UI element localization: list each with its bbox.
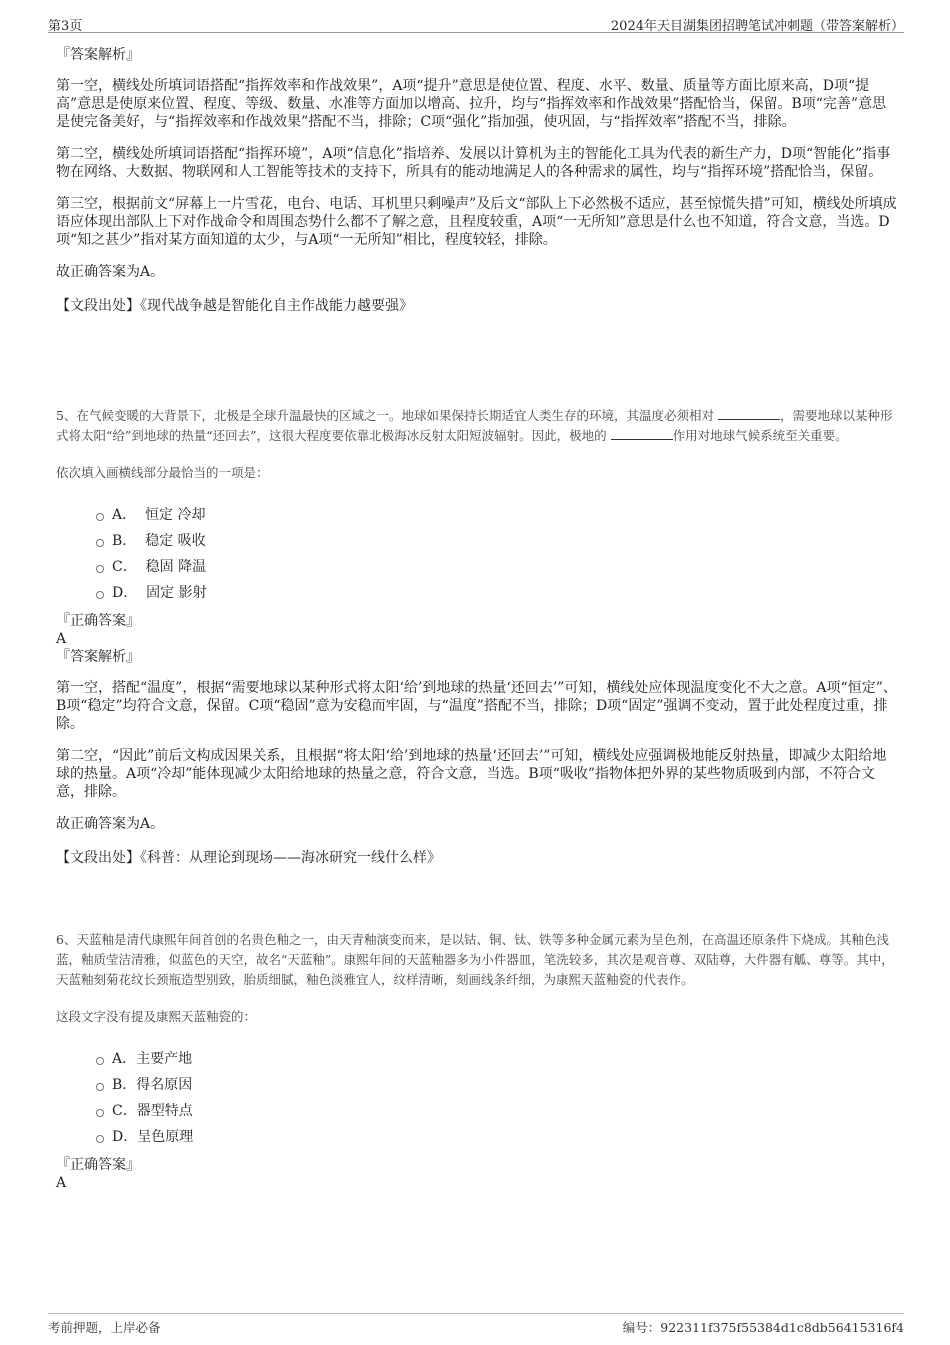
option-d[interactable]: D． 固定 影射 bbox=[96, 580, 898, 606]
option-b[interactable]: B． 稳定 吸收 bbox=[96, 528, 898, 554]
option-d[interactable]: D． 呈色原理 bbox=[96, 1124, 898, 1150]
correct-answer: A bbox=[56, 631, 67, 647]
analysis-label: 『答案解析』 bbox=[56, 47, 140, 63]
radio-icon[interactable] bbox=[96, 565, 104, 573]
page-content bbox=[56, 46, 898, 1191]
question-prompt: 依次填入画横线部分最恰当的一项是： bbox=[56, 465, 269, 480]
question-stem: 5、在气候变暖的大背景下，北极是全球升温最快的区域之一。地球如果保持长期适宜人类生存的环境，其温度必须相对 ，需要地球以某种形式将太阳“给”到地球的热量“还回去”，这很大程度要依靠北极海冰反射太阳短波辐射。因此，极地的 作用对地球气候系统至关重要。 bbox=[56, 408, 893, 443]
option-list bbox=[56, 502, 898, 606]
radio-icon[interactable] bbox=[96, 1135, 104, 1143]
analysis-paragraph: 第二空，“因此”前后文构成因果关系，且根据“将太阳‘给’到地球的热量‘还回去’”可知，横线处应强调极地能反射热量，即减少太阳给地球的热量。A项“冷却”能体现减少太阳给地球的热量之意，符合文意，当选。B项“吸收”指物体把外界的某些物质吸到内部，不符合文意，排除。 bbox=[56, 748, 887, 800]
document-title: 2024年天目湖集团招聘笔试冲刺题（带答案解析） bbox=[610, 19, 904, 34]
source-citation: 【文段出处】《科普：从理论到现场——海冰研究一线什么样》 bbox=[56, 850, 441, 866]
radio-icon[interactable] bbox=[96, 591, 104, 599]
option-c[interactable]: C． 稳固 降温 bbox=[96, 554, 898, 580]
radio-icon[interactable] bbox=[96, 1083, 104, 1091]
radio-icon[interactable] bbox=[96, 539, 104, 547]
page-number: 第3页 bbox=[48, 19, 83, 34]
page-header bbox=[48, 12, 904, 33]
radio-icon[interactable] bbox=[96, 1057, 104, 1065]
answer-label: 『正确答案』 bbox=[56, 1157, 140, 1173]
option-b[interactable]: B． 得名原因 bbox=[96, 1072, 898, 1098]
analysis-paragraph: 第一空，搭配“温度”，根据“需要地球以某种形式将太阳‘给’到地球的热量‘还回去’”可知，横线处应体现温度变化不大之意。A项“恒定”、B项“稳定”均符合文意，保留。C项“稳固”意为安稳而牢固，与“温度”搭配不当，排除；D项“固定”强调不变动，置于此处程度过重，排除。 bbox=[56, 680, 897, 732]
fill-blank bbox=[718, 409, 780, 420]
source-citation: 【文段出处】《现代战争越是智能化自主作战能力越要强》 bbox=[56, 298, 413, 314]
document-code: 编号：922311f375f55384d1c8db56415316f4 bbox=[622, 1320, 904, 1335]
question-6 bbox=[56, 930, 898, 1192]
footer-slogan: 考前押题，上岸必备 bbox=[48, 1320, 161, 1335]
option-list bbox=[56, 1046, 898, 1150]
question-5 bbox=[56, 406, 898, 867]
analysis-label: 『答案解析』 bbox=[56, 649, 140, 665]
question-prompt: 这段文字没有提及康熙天蓝釉瓷的： bbox=[56, 1009, 257, 1024]
analysis-paragraph: 第二空，横线处所填词语搭配“指挥环境”，A项“信息化”指培养、发展以计算机为主的智能化工具为代表的新生产力，D项“智能化”指事物在网络、大数据、物联网和人工智能等技术的支持下，所具有的能动地满足人的各种需求的属性，均与“指挥环境”搭配恰当，保留。 bbox=[56, 146, 891, 180]
analysis-paragraph: 第一空，横线处所填词语搭配“指挥效率和作战效果”，A项“提升”意思是使位置、程度、水平、数量、质量等方面比原来高，D项“提高”意思是使原来位置、程度、等级、数量、水准等方面加以增高、拉升，均与“指挥效率和作战效果”搭配恰当，保留。B项“完善”意思是使完备美好，与“指挥效率和作战效果”搭配不当，排除；C项“强化”指加强，使巩固，与“指挥效率”搭配不当，排除。 bbox=[56, 78, 887, 130]
analysis-paragraph: 第三空，根据前文“屏幕上一片雪花，电台、电话、耳机里只剩噪声”及后文“部队上下必然极不适应，甚至惊慌失措”可知，横线处所填成语应体现出部队上下对作战命令和周围态势什么都不了解之意，且程度较重，A项“一无所知”意思是什么也不知道，符合文意，当选。D项“知之甚少”指对某方面知道的太少，与A项“一无所知”相比，程度较轻，排除。 bbox=[56, 196, 897, 248]
option-a[interactable]: A． 主要产地 bbox=[96, 1046, 898, 1072]
option-a[interactable]: A． 恒定 冷却 bbox=[96, 502, 898, 528]
answer-label: 『正确答案』 bbox=[56, 613, 140, 629]
radio-icon[interactable] bbox=[96, 1109, 104, 1117]
analysis-conclusion: 故正确答案为A。 bbox=[56, 264, 165, 280]
question-stem: 6、天蓝釉是清代康熙年间首创的名贵色釉之一，由天青釉演变而来，是以钴、铜、钛、铁等多种金属元素为呈色剂，在高温还原条件下烧成。其釉色浅蓝，釉质莹洁清雅，似蓝色的天空，故名“天蓝釉”。康熙年间的天蓝釉器多为小件器皿，笔洗较多，其次是观音尊、双陆尊，大件器有觚、尊等。其中，天蓝釉刻菊花纹长颈瓶造型别致，胎质细腻，釉色淡雅宜人，纹样清晰，刻画线条纤细，为康熙天蓝釉瓷的代表作。 bbox=[56, 932, 894, 987]
option-c[interactable]: C． 器型特点 bbox=[96, 1098, 898, 1124]
analysis-conclusion: 故正确答案为A。 bbox=[56, 816, 165, 832]
question-4-analysis bbox=[56, 46, 898, 315]
radio-icon[interactable] bbox=[96, 513, 104, 521]
correct-answer: A bbox=[56, 1175, 67, 1191]
fill-blank bbox=[611, 429, 673, 440]
page-footer bbox=[48, 1313, 904, 1334]
